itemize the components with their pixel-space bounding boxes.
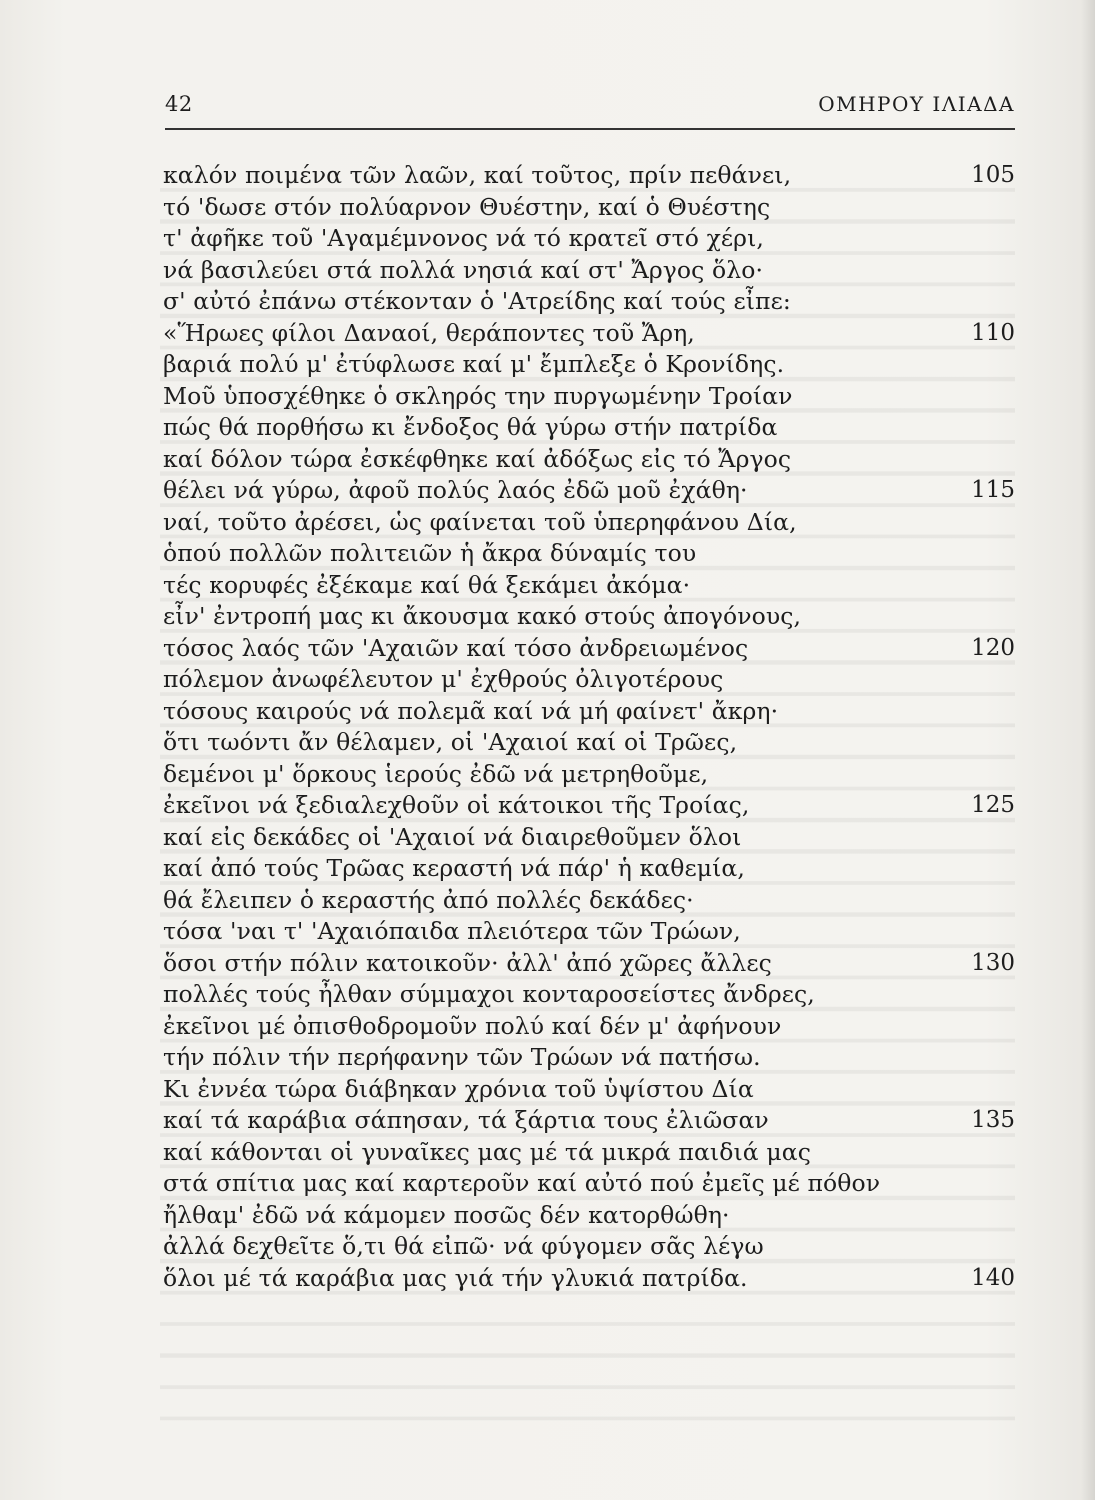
- verse-block: [163, 160, 1015, 1294]
- verse-line: [163, 822, 1015, 854]
- verse-text: τόσος λαός τῶν 'Αχαιῶν καί τόσο ἀνδρειωμένος: [163, 633, 749, 662]
- verse-line: [163, 475, 1015, 507]
- verse-text: καί τά καράβια σάπησαν, τά ξάρτια τους ἐλιῶσαν: [163, 1106, 769, 1134]
- verse-text: τές κορυφές ἐξέκαμε καί θά ξεκάμει ἀκόμα·: [163, 570, 691, 599]
- verse-line: [163, 1137, 1015, 1169]
- verse-text: τήν πόλιν τήν περήφανην τῶν Τρώων νά πατήσω.: [163, 1043, 761, 1071]
- verse-text: ἐκεῖνοι νά ξεδιαλεχθοῦν οἱ κάτοικοι τῆς Τροίας,: [163, 791, 750, 819]
- verse-text: ἀλλά δεχθεῖτε ὅ,τι θά εἰπῶ· νά φύγομεν σᾶς λέγω: [163, 1232, 764, 1260]
- verse-line: [163, 948, 1015, 980]
- verse-line: [163, 507, 1015, 539]
- verse-line: [163, 318, 1015, 350]
- verse-line: [163, 885, 1015, 917]
- verse-text: ὅτι τωόντι ἄν θέλαμεν, οἱ 'Αχαιοί καί οἱ Τρῶες,: [163, 728, 738, 756]
- verse-line: [163, 1168, 1015, 1200]
- verse-line: [163, 1074, 1015, 1106]
- verse-text: σ' αὐτό ἐπάνω στέκονταν ὁ 'Ατρείδης καί τούς εἶπε:: [163, 287, 791, 315]
- verse-text: ὁπού πολλῶν πολιτειῶν ἡ ἄκρα δύναμίς του: [163, 539, 697, 567]
- verse-text: καί ἀπό τούς Τρῶας κεραστή νά πάρ' ἡ καθεμία,: [163, 854, 745, 882]
- line-number: 120: [971, 634, 1015, 661]
- line-number: 105: [971, 162, 1015, 188]
- line-number: 135: [971, 1107, 1015, 1133]
- verse-line: [163, 979, 1015, 1011]
- verse-line: [163, 1231, 1015, 1263]
- running-title: ΟΜΗΡΟΥ ΙΛΙΑΔΑ: [818, 92, 1015, 116]
- verse-text: «Ἥρωες φίλοι Δαναοί, θεράποντες τοῦ Ἄρη,: [163, 318, 695, 347]
- verse-line: [163, 444, 1015, 476]
- verse-line: [163, 381, 1015, 413]
- verse-line: [163, 696, 1015, 728]
- verse-text: δεμένοι μ' ὅρκους ἱερούς ἐδῶ νά μετρηθοῦμε,: [163, 759, 709, 788]
- verse-line: [163, 1105, 1015, 1137]
- verse-line: [163, 601, 1015, 633]
- verse-text: εἶν' ἐντροπή μας κι ἄκουσμα κακό στούς ἀπογόνους,: [163, 602, 802, 630]
- page-header: [165, 92, 1015, 124]
- verse-line: [163, 853, 1015, 885]
- line-number: 125: [971, 792, 1015, 818]
- verse-line: [163, 192, 1015, 224]
- verse-line: [163, 160, 1015, 192]
- verse-text: ναί, τοῦτο ἀρέσει, ὡς φαίνεται τοῦ ὑπερηφάνου Δία,: [163, 507, 797, 536]
- verse-line: [163, 916, 1015, 948]
- verse-text: ὅλοι μέ τά καράβια μας γιά τήν γλυκιά πατρίδα.: [163, 1263, 748, 1292]
- verse-line: [163, 570, 1015, 602]
- page-edge-shadow: [1081, 0, 1095, 1500]
- verse-line: [163, 664, 1015, 696]
- verse-text: καί εἰς δεκάδες οἱ 'Αχαιοί νά διαιρεθοῦμεν ὅλοι: [163, 822, 742, 851]
- verse-text: τόσα 'ναι τ' 'Αχαιόπαιδα πλειότερα τῶν Τρώων,: [163, 917, 741, 945]
- verse-text: στά σπίτια μας καί καρτεροῦν καί αὐτό πού ἐμεῖς μέ πόθον: [163, 1169, 881, 1197]
- verse-text: Κι ἐννέα τώρα διάβηκαν χρόνια τοῦ ὑψίστου Δία: [163, 1074, 754, 1103]
- verse-text: καλόν ποιμένα τῶν λαῶν, καί τοῦτος, πρίν πεθάνει,: [163, 161, 792, 189]
- verse-line: [163, 633, 1015, 665]
- verse-line: [163, 412, 1015, 444]
- verse-text: καί κάθονται οἱ γυναῖκες μας μέ τά μικρά παιδιά μας: [163, 1137, 811, 1166]
- verse-line: [163, 538, 1015, 570]
- verse-text: τόσους καιρούς νά πολεμᾶ καί νά μή φαίνετ' ἄκρη·: [163, 696, 779, 725]
- verse-line: [163, 1200, 1015, 1232]
- header-rule: [165, 128, 1015, 130]
- verse-text: ἐκεῖνοι μέ ὀπισθοδρομοῦν πολύ καί δέν μ' ἀφήνουν: [163, 1011, 782, 1040]
- verse-text: τό 'δωσε στόν πολύαρνον Θυέστην, καί ὁ Θυέστης: [163, 192, 771, 221]
- verse-text: θέλει νά γύρω, ἀφοῦ πολύς λαός ἐδῶ μοῦ ἐχάθη·: [163, 476, 748, 504]
- verse-line: [163, 255, 1015, 287]
- verse-text: ἤλθαμ' ἐδῶ νά κάμομεν ποσῶς δέν κατορθώθη·: [163, 1200, 730, 1229]
- verse-line: [163, 1042, 1015, 1074]
- verse-line: [163, 759, 1015, 791]
- verse-text: τ' ἀφῆκε τοῦ 'Αγαμέμνονος νά τό κρατεῖ στό χέρι,: [163, 224, 764, 252]
- verse-text: πολλές τούς ἦλθαν σύμμαχοι κονταροσείστες ἄνδρες,: [163, 980, 815, 1008]
- line-number: 115: [971, 477, 1015, 503]
- verse-text: ὅσοι στήν πόλιν κατοικοῦν· ἀλλ' ἀπό χῶρες ἄλλες: [163, 948, 772, 977]
- page-number: 42: [165, 92, 193, 116]
- verse-line: [163, 727, 1015, 759]
- verse-line: [163, 1011, 1015, 1043]
- verse-text: νά βασιλεύει στά πολλά νησιά καί στ' Ἄργος ὅλο·: [163, 255, 764, 284]
- verse-text: πώς θά πορθήσω κι ἔνδοξος θά γύρω στήν πατρίδα: [163, 413, 778, 441]
- verse-text: βαριά πολύ μ' ἐτύφλωσε καί μ' ἔμπλεξε ὁ Κρονίδης.: [163, 350, 785, 378]
- verse-line: [163, 223, 1015, 255]
- verse-line: [163, 790, 1015, 822]
- line-number: 110: [971, 319, 1015, 346]
- verse-text: θά ἔλειπεν ὁ κεραστής ἀπό πολλές δεκάδες·: [163, 885, 694, 914]
- line-number: 140: [971, 1264, 1015, 1291]
- verse-line: [163, 349, 1015, 381]
- verse-text: Μοῦ ὑποσχέθηκε ὁ σκληρός την πυργωμένην Τροίαν: [163, 381, 793, 410]
- verse-line: [163, 286, 1015, 318]
- verse-line: [163, 1263, 1015, 1295]
- verse-text: καί δόλον τώρα ἐσκέφθηκε καί ἀδόξως εἰς τό Ἄργος: [163, 444, 792, 473]
- verse-text: πόλεμον ἀνωφέλευτον μ' ἐχθρούς ὀλιγοτέρους: [163, 665, 724, 693]
- line-number: 130: [971, 949, 1015, 976]
